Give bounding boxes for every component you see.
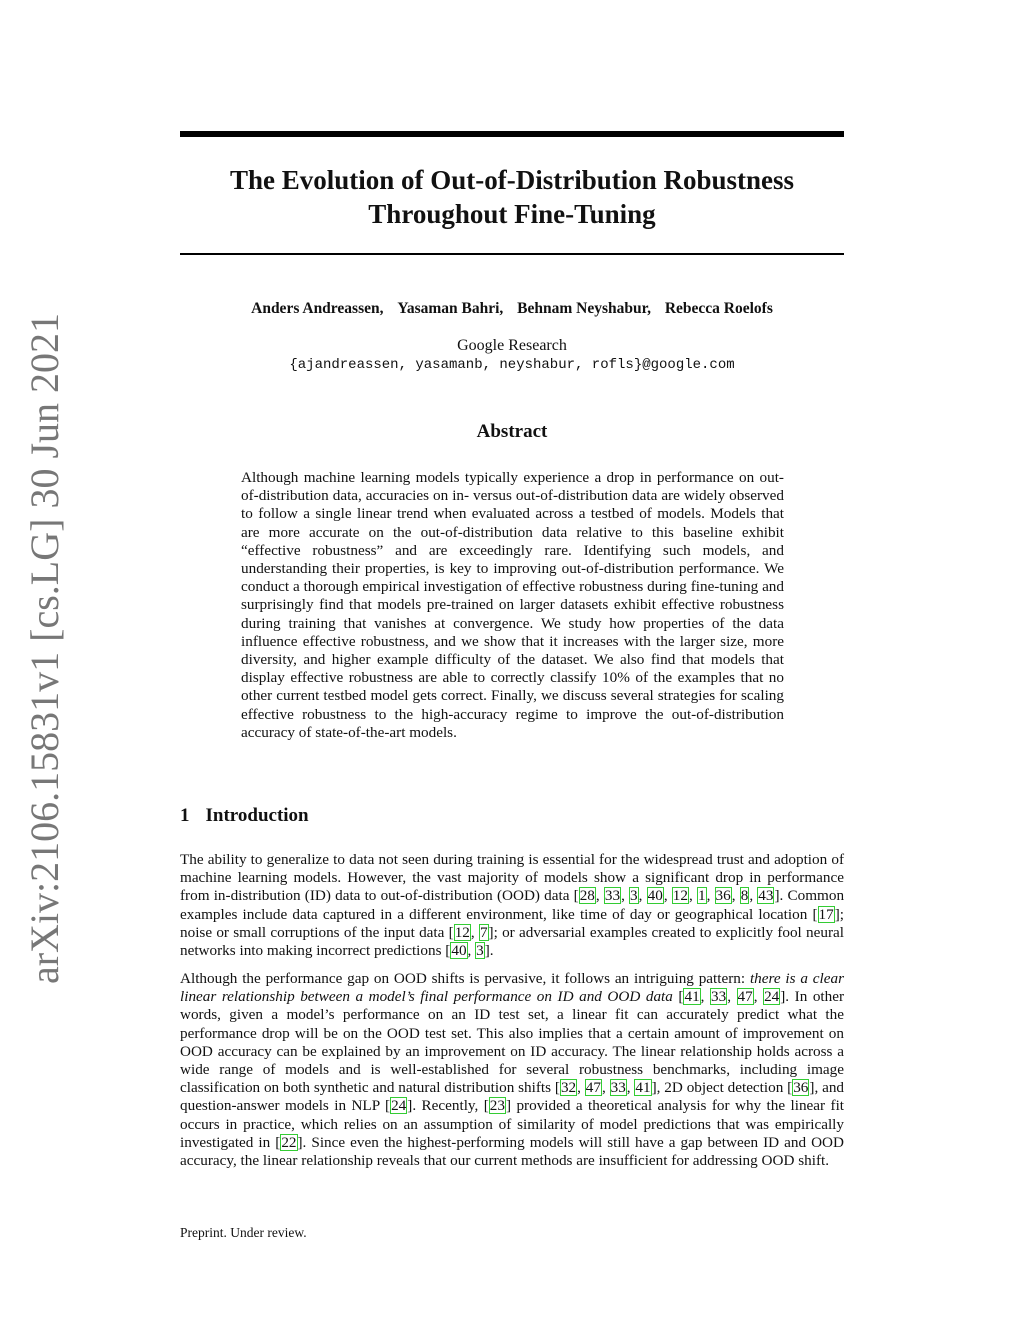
- section-number: 1: [180, 805, 190, 826]
- citation-link[interactable]: 23: [489, 1097, 505, 1115]
- citation-link[interactable]: 41: [684, 988, 700, 1006]
- title-line-1: The Evolution of Out-of-Distribution Robustness: [229, 165, 795, 195]
- text-run: [: [672, 988, 684, 1006]
- section-heading: [180, 805, 309, 827]
- abstract-heading: Abstract: [476, 421, 548, 442]
- text-run: ] provided a theoretical analysis for why the linear fit occurs in practice, which relies on an assumption of similarity of model predictions that was empirically investigated in [: [180, 1097, 845, 1151]
- title-line-2: Throughout Fine-Tuning: [368, 199, 656, 229]
- citation-link[interactable]: 43: [758, 887, 774, 905]
- citation-group: [390, 1097, 407, 1114]
- text-run: ]. Recently, [: [407, 1097, 489, 1115]
- citation-link[interactable]: 1: [697, 887, 706, 905]
- citation-link[interactable]: 47: [737, 988, 753, 1006]
- author: Behnam Neyshabur,: [517, 300, 651, 317]
- citation-link[interactable]: 8: [740, 887, 749, 905]
- citation-group: [489, 1097, 506, 1114]
- citation-group: 41, 33, 47, 24: [684, 988, 780, 1006]
- citation-group: 12, 7: [454, 923, 488, 941]
- citation-link[interactable]: 47: [585, 1079, 601, 1097]
- emphasized-claim: there is a clear linear relationship between a model’s final performance on ID and OOD data: [180, 970, 844, 1006]
- citation-link[interactable]: 40: [647, 887, 663, 905]
- citation-link[interactable]: 41: [635, 1079, 651, 1097]
- intro-paragraph-2: [180, 970, 844, 1170]
- section-title: Introduction: [205, 805, 309, 826]
- intro-paragraph-1: [180, 851, 844, 960]
- citation-link[interactable]: 17: [818, 905, 834, 923]
- citation-link[interactable]: 3: [630, 887, 638, 905]
- citation-group: 32, 47, 33, 41: [560, 1079, 651, 1097]
- text-run: The ability to generalize to data not seen during training is essential for the widespread trust and adoption of machine learning models. However, the vast majority of models show a significant drop in performance from in-distribution (ID) data to out-of-distribution (OOD) data [: [180, 851, 844, 905]
- affiliation: Google Research: [457, 337, 567, 354]
- text-run: ].: [484, 942, 494, 960]
- citation-link[interactable]: 36: [715, 887, 731, 905]
- author-list: [180, 300, 844, 318]
- author: Anders Andreassen,: [251, 300, 384, 317]
- footer-note: Preprint. Under review.: [180, 1225, 307, 1240]
- citation-link[interactable]: 12: [672, 887, 688, 905]
- citation-link[interactable]: 24: [764, 988, 780, 1006]
- citation-link[interactable]: 3: [476, 942, 484, 960]
- citation-link[interactable]: 32: [560, 1079, 577, 1097]
- text-run: ]. Since even the highest-performing models will still have a gap between ID and OOD accuracy, the linear relationship reveals that our current methods are insufficient for addressing OOD shift.: [180, 1133, 844, 1170]
- text-run: ], 2D object detection [: [651, 1079, 793, 1097]
- text-run: Although the performance gap on OOD shifts is pervasive, it follows an intriguing pattern:: [180, 970, 750, 987]
- abstract-body: Although machine learning models typically experience a drop in performance on out-of-distribution data, accuracies on in- versus out-of-distribution data are widely observed to follow a single linear trend when evaluated across a testbed of models. Models that are more accurate on the out-of-distribution data relative to this baseline exhibit “effective robustness” and are exceedingly rare. Identifying such models, and understanding their properties, is key to improving out-of-distribution performance. We conduct a thorough empirical investigation of effective robustness during fine-tuning and surprisingly find that models pre-trained on larger datasets exhibit effective robustness during training that vanishes at convergence. We study how properties of the data influence effective robustness, and we show that it increases with the larger size, more diversity, and higher example difficulty of the dataset. We also find that models that display effective robustness are able to correctly classify 10% of the examples that no other current testbed model gets correct. Finally, we discuss several strategies for scaling effective robustness to the high-accuracy regime to improve the out-of-distribution accuracy of state-of-the-art models.: [241, 469, 784, 741]
- citation-group: 28, 33, 3, 40, 12, 1, 36, 8, 43: [579, 887, 774, 905]
- citation-link[interactable]: 33: [610, 1079, 626, 1097]
- text-run: ]; noise or small corruptions of the input data [: [180, 905, 844, 941]
- title-rule-bottom: [180, 253, 844, 255]
- citation-link[interactable]: 33: [604, 887, 621, 905]
- paper-title: [180, 163, 844, 231]
- citation-link[interactable]: 12: [454, 923, 470, 941]
- arxiv-stamp-wrapper: [22, 312, 68, 984]
- author: Rebecca Roelofs: [664, 300, 773, 317]
- citation-link[interactable]: 28: [579, 887, 595, 905]
- title-rule-top: [180, 131, 844, 137]
- arxiv-identifier: arXiv:2106.15831v1 [cs.LG] 30 Jun 2021: [22, 312, 68, 984]
- citation-link[interactable]: 7: [479, 923, 488, 941]
- citation-group: [818, 906, 835, 923]
- citation-group: [280, 1134, 297, 1151]
- citation-group: [792, 1079, 809, 1096]
- author-emails: {ajandreassen, yasamanb, neyshabur, rofls}@google.com: [289, 357, 735, 373]
- citation-link[interactable]: 33: [711, 988, 727, 1006]
- citation-link[interactable]: 24: [391, 1097, 407, 1115]
- citation-link[interactable]: 36: [793, 1079, 809, 1097]
- text-run: ]. Common examples include data captured in a different environment, like time of day or geographical location [: [180, 887, 845, 923]
- text-run: ]. In other words, given a model’s performance on an ID test set, a linear fit can accurately predict what the performance drop will be on the OOD test set. This also implies that a certain amount of improvement on OOD accuracy can be explained by an improvement on ID accuracy. The linear relationship holds across a wide range of models and is well-established for several robustness benchmarks, including image classification on both synthetic and natural distribution shifts [: [180, 988, 845, 1097]
- citation-group: 40, 3: [451, 942, 484, 960]
- citation-link[interactable]: 40: [451, 942, 467, 960]
- text-run: ]; or adversarial examples created to explicitly fool neural networks into making incorrect predictions [: [180, 923, 844, 960]
- citation-link[interactable]: 22: [281, 1133, 297, 1151]
- author: Yasaman Bahri,: [397, 300, 504, 317]
- text-run: ], and question-answer models in NLP [: [180, 1079, 845, 1115]
